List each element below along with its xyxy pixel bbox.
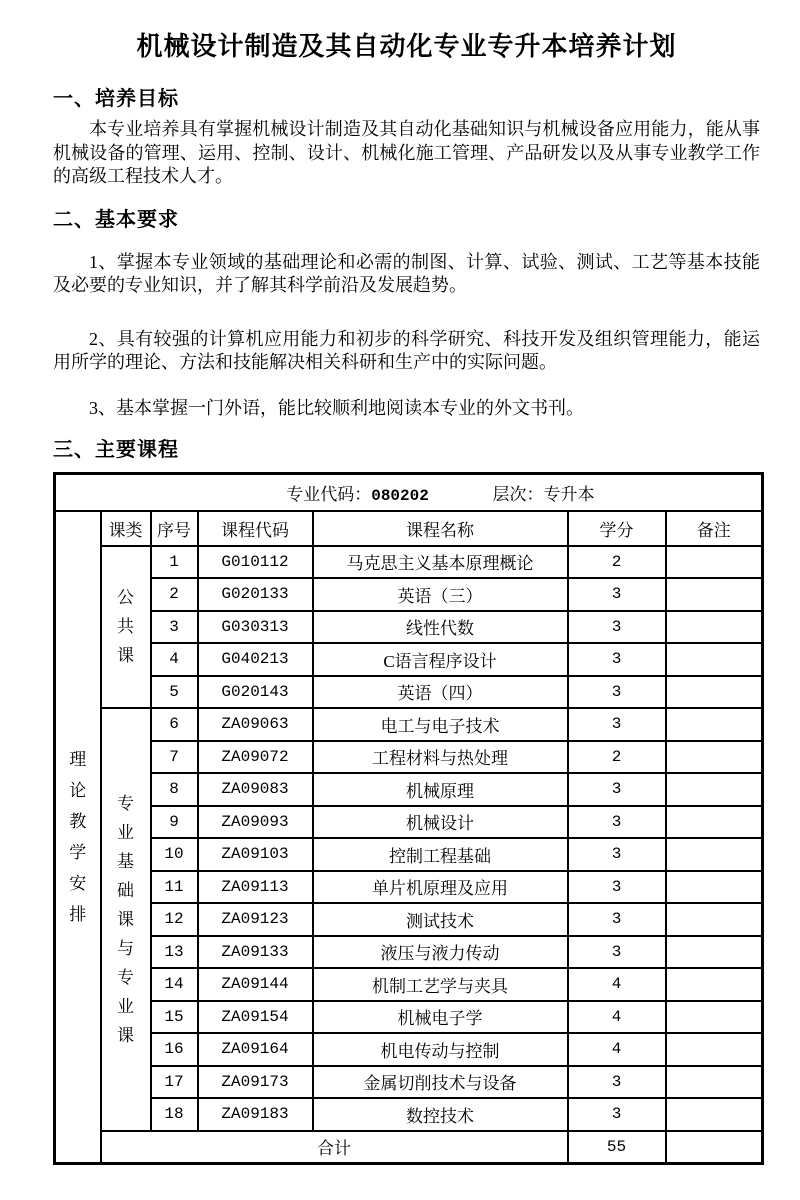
page-title: 机械设计制造及其自动化专业专升本培养计划 bbox=[136, 31, 677, 61]
table-meta-cell bbox=[55, 474, 763, 511]
total-credits-cell: 55 bbox=[568, 1131, 666, 1164]
level-value: 专升本 bbox=[543, 484, 595, 504]
vertical-text-char: 论 bbox=[69, 780, 87, 800]
course-name-cell: C语言程序设计 bbox=[313, 643, 568, 676]
column-header-credits: 学分 bbox=[568, 511, 666, 546]
course-credits-cell: 3 bbox=[568, 676, 666, 709]
course-note-cell bbox=[666, 546, 763, 579]
course-no-cell: 4 bbox=[151, 643, 198, 676]
course-note-cell bbox=[666, 1033, 763, 1066]
course-note-cell bbox=[666, 578, 763, 611]
course-no-cell: 8 bbox=[151, 773, 198, 806]
column-header-category: 课类 bbox=[101, 511, 151, 546]
vertical-text-char: 础 bbox=[117, 880, 134, 900]
vertical-text-char: 业 bbox=[117, 996, 134, 1016]
course-code-cell: ZA09164 bbox=[198, 1033, 313, 1066]
course-code-cell: ZA09063 bbox=[198, 708, 313, 741]
course-note-cell bbox=[666, 708, 763, 741]
level-label: 层次： bbox=[492, 484, 544, 504]
courses-tbody bbox=[55, 474, 763, 1164]
major-code-group bbox=[223, 480, 493, 505]
course-credits-cell: 3 bbox=[568, 838, 666, 871]
column-header-code: 课程代码 bbox=[198, 511, 313, 546]
vertical-text-char: 理 bbox=[69, 749, 87, 769]
course-credits-cell: 3 bbox=[568, 708, 666, 741]
vertical-text-char: 安 bbox=[69, 873, 87, 893]
vertical-text-char: 课 bbox=[117, 1025, 134, 1045]
course-name-cell: 机械设计 bbox=[313, 806, 568, 839]
section3-heading: 三、主要课程 bbox=[53, 439, 179, 461]
course-credits-cell: 3 bbox=[568, 1098, 666, 1131]
section1-heading: 一、培养目标 bbox=[53, 88, 179, 110]
course-code-cell: ZA09072 bbox=[198, 741, 313, 774]
course-note-cell bbox=[666, 838, 763, 871]
vertical-text-char: 排 bbox=[69, 904, 87, 924]
course-row bbox=[55, 773, 763, 806]
course-credits-cell: 3 bbox=[568, 936, 666, 969]
course-credits-cell: 4 bbox=[568, 1033, 666, 1066]
course-code-cell: ZA09133 bbox=[198, 936, 313, 969]
course-row bbox=[55, 838, 763, 871]
vertical-text-char: 基 bbox=[117, 851, 134, 871]
course-row bbox=[55, 1066, 763, 1099]
course-no-cell: 1 bbox=[151, 546, 198, 579]
course-code-cell: ZA09183 bbox=[198, 1098, 313, 1131]
course-no-cell: 5 bbox=[151, 676, 198, 709]
vertical-text-char: 学 bbox=[69, 842, 87, 862]
course-code-cell: ZA09113 bbox=[198, 871, 313, 904]
course-row bbox=[55, 1001, 763, 1034]
course-name-cell: 数控技术 bbox=[313, 1098, 568, 1131]
course-row bbox=[55, 968, 763, 1001]
major-code-value: 080202 bbox=[371, 486, 429, 505]
course-name-cell: 工程材料与热处理 bbox=[313, 741, 568, 774]
course-credits-cell: 3 bbox=[568, 578, 666, 611]
column-header-name: 课程名称 bbox=[313, 511, 568, 546]
vertical-text-char: 教 bbox=[69, 811, 87, 831]
course-credits-cell: 2 bbox=[568, 546, 666, 579]
course-code-cell: ZA09173 bbox=[198, 1066, 313, 1099]
vertical-text-char: 课 bbox=[117, 646, 134, 666]
course-note-cell bbox=[666, 1001, 763, 1034]
course-no-cell: 3 bbox=[151, 611, 198, 644]
course-no-cell: 2 bbox=[151, 578, 198, 611]
vertical-text bbox=[102, 589, 150, 664]
course-code-cell: G030313 bbox=[198, 611, 313, 644]
course-no-cell: 17 bbox=[151, 1066, 198, 1099]
course-name-cell: 单片机原理及应用 bbox=[313, 871, 568, 904]
category-cell bbox=[101, 708, 151, 1131]
course-note-cell bbox=[666, 773, 763, 806]
course-code-cell: G020133 bbox=[198, 578, 313, 611]
course-note-cell bbox=[666, 871, 763, 904]
course-name-cell: 英语（三） bbox=[313, 578, 568, 611]
course-note-cell bbox=[666, 936, 763, 969]
course-credits-cell: 3 bbox=[568, 643, 666, 676]
course-code-cell: G010112 bbox=[198, 546, 313, 579]
course-row bbox=[55, 1098, 763, 1131]
section2-paragraph-3: 3、基本掌握一门外语，能比较顺利地阅读本专业的外文书刊。 bbox=[89, 397, 584, 418]
course-row bbox=[55, 546, 763, 579]
vertical-text-char: 业 bbox=[117, 822, 134, 842]
table-header-row bbox=[55, 511, 763, 546]
total-label-cell: 合计 bbox=[101, 1131, 568, 1164]
course-code-cell: G040213 bbox=[198, 643, 313, 676]
course-code-cell: ZA09144 bbox=[198, 968, 313, 1001]
course-name-cell: 机电传动与控制 bbox=[313, 1033, 568, 1066]
course-row bbox=[55, 871, 763, 904]
course-credits-cell: 3 bbox=[568, 1066, 666, 1099]
column-header-note: 备注 bbox=[666, 511, 763, 546]
course-no-cell: 11 bbox=[151, 871, 198, 904]
course-note-cell bbox=[666, 903, 763, 936]
course-credits-cell: 3 bbox=[568, 903, 666, 936]
course-code-cell: ZA09154 bbox=[198, 1001, 313, 1034]
course-no-cell: 10 bbox=[151, 838, 198, 871]
course-note-cell bbox=[666, 1098, 763, 1131]
course-row bbox=[55, 676, 763, 709]
course-code-cell: ZA09123 bbox=[198, 903, 313, 936]
courses-table bbox=[53, 472, 764, 1165]
section1-paragraph: 本专业培养具有掌握机械设计制造及其自动化基础知识与机械设备应用能力，能从事机械设备的管理、运用、控制、设计、机械化施工管理、产品研发以及从事专业教学工作的高级工程技术人才。 bbox=[53, 119, 760, 186]
course-note-cell bbox=[666, 1066, 763, 1099]
vertical-text bbox=[56, 751, 100, 923]
course-name-cell: 机制工艺学与夹具 bbox=[313, 968, 568, 1001]
table-total-row bbox=[55, 1131, 763, 1164]
course-no-cell: 13 bbox=[151, 936, 198, 969]
course-no-cell: 15 bbox=[151, 1001, 198, 1034]
section2-paragraph-2: 2、具有较强的计算机应用能力和初步的科学研究、科技开发及组织管理能力，能运用所学的理论、方法和技能解决相关科研和生产中的实际问题。 bbox=[53, 328, 760, 372]
course-credits-cell: 3 bbox=[568, 611, 666, 644]
level-group bbox=[493, 485, 595, 504]
course-row bbox=[55, 611, 763, 644]
course-note-cell bbox=[666, 806, 763, 839]
course-no-cell: 14 bbox=[151, 968, 198, 1001]
course-name-cell: 液压与液力传动 bbox=[313, 936, 568, 969]
course-note-cell bbox=[666, 741, 763, 774]
course-no-cell: 6 bbox=[151, 708, 198, 741]
section2-heading: 二、基本要求 bbox=[53, 208, 179, 231]
course-note-cell bbox=[666, 968, 763, 1001]
course-row bbox=[55, 708, 763, 741]
category-cell bbox=[101, 546, 151, 709]
total-note-cell bbox=[666, 1131, 763, 1164]
course-name-cell: 马克思主义基本原理概论 bbox=[313, 546, 568, 579]
course-no-cell: 9 bbox=[151, 806, 198, 839]
course-credits-cell: 3 bbox=[568, 806, 666, 839]
course-name-cell: 线性代数 bbox=[313, 611, 568, 644]
vertical-text-char: 公 bbox=[117, 588, 134, 608]
course-code-cell: ZA09093 bbox=[198, 806, 313, 839]
course-row bbox=[55, 806, 763, 839]
course-name-cell: 电工与电子技术 bbox=[313, 708, 568, 741]
vertical-text-char: 专 bbox=[117, 967, 134, 987]
course-no-cell: 18 bbox=[151, 1098, 198, 1131]
course-name-cell: 金属切削技术与设备 bbox=[313, 1066, 568, 1099]
major-code-label: 专业代码： bbox=[286, 484, 372, 504]
course-credits-cell: 3 bbox=[568, 773, 666, 806]
course-credits-cell: 2 bbox=[568, 741, 666, 774]
course-note-cell bbox=[666, 611, 763, 644]
course-credits-cell: 3 bbox=[568, 871, 666, 904]
course-row bbox=[55, 643, 763, 676]
course-row bbox=[55, 1033, 763, 1066]
vertical-text-char: 专 bbox=[117, 793, 134, 813]
course-name-cell: 机械原理 bbox=[313, 773, 568, 806]
course-no-cell: 7 bbox=[151, 741, 198, 774]
course-row bbox=[55, 936, 763, 969]
course-name-cell: 英语（四） bbox=[313, 676, 568, 709]
column-header-no: 序号 bbox=[151, 511, 198, 546]
course-code-cell: ZA09103 bbox=[198, 838, 313, 871]
course-name-cell: 测试技术 bbox=[313, 903, 568, 936]
vertical-text bbox=[102, 795, 150, 1044]
course-no-cell: 12 bbox=[151, 903, 198, 936]
course-note-cell bbox=[666, 676, 763, 709]
section2-paragraph-1: 1、掌握本专业领域的基础理论和必需的制图、计算、试验、测试、工艺等基本技能及必要的专业知识，并了解其科学前沿及发展趋势。 bbox=[53, 251, 760, 295]
course-row bbox=[55, 741, 763, 774]
table-section-label-cell bbox=[55, 511, 101, 1164]
course-name-cell: 控制工程基础 bbox=[313, 838, 568, 871]
course-row bbox=[55, 903, 763, 936]
course-row bbox=[55, 578, 763, 611]
course-credits-cell: 4 bbox=[568, 968, 666, 1001]
course-note-cell bbox=[666, 643, 763, 676]
vertical-text-char: 共 bbox=[117, 617, 134, 637]
course-name-cell: 机械电子学 bbox=[313, 1001, 568, 1034]
vertical-text-char: 课 bbox=[117, 909, 134, 929]
table-meta-row bbox=[55, 474, 763, 511]
course-no-cell: 16 bbox=[151, 1033, 198, 1066]
course-code-cell: ZA09083 bbox=[198, 773, 313, 806]
course-code-cell: G020143 bbox=[198, 676, 313, 709]
vertical-text-char: 与 bbox=[117, 938, 134, 958]
course-credits-cell: 4 bbox=[568, 1001, 666, 1034]
